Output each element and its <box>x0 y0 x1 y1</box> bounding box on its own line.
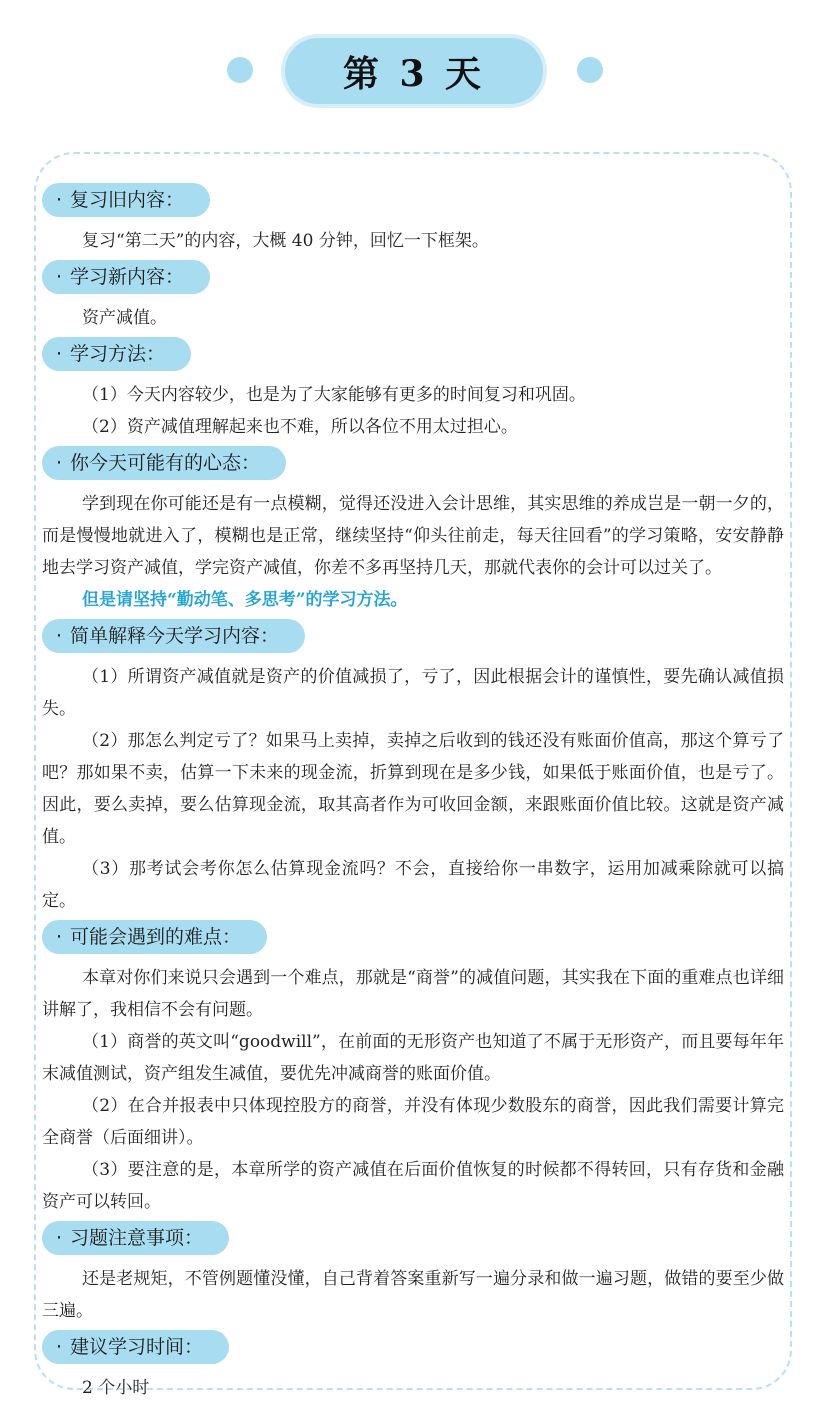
paragraph: 学到现在你可能还是有一点模糊，觉得还没进入会计思维，其实思维的养成岂是一朝一夕的，而是慢慢地就进入了，模糊也是正常，继续坚持“仰头往前走，每天往回看”的学习策略，安安静静地去学习资产减值，学完资产减值，你差不多再坚持几天，那就代表你的会计可以过关了。 <box>42 494 784 578</box>
section-study-method <box>42 334 790 443</box>
section-heading-text: 简单解释今天学习内容： <box>70 625 280 647</box>
section-heading-text: 习题注意事项： <box>70 1227 204 1249</box>
section-explanation <box>42 616 790 917</box>
paragraph: （3）要注意的是，本章所学的资产减值在后面价值恢复的时候都不得转回，只有存货和金融资产可以转回。 <box>42 1160 784 1212</box>
section-heading <box>42 260 210 294</box>
paragraph: 复习“第二天”的内容，大概 40 分钟，回忆一下框架。 <box>82 231 489 251</box>
paragraph: 本章对你们来说只会遇到一个难点，那就是“商誉”的减值问题，其实我在下面的重难点也详细讲解了，我相信不会有问题。 <box>42 968 784 1020</box>
paragraph: （3）那考试会考你怎么估算现金流吗？不会，直接给你一串数字，运用加减乘除就可以搞定。 <box>42 859 784 911</box>
section-heading <box>42 446 286 480</box>
paragraph: （1）商誉的英文叫“goodwill”，在前面的无形资产也知道了不属于无形资产，而且要每年年末减值测试，资产组发生减值，要优先冲减商誉的账面价值。 <box>42 1032 784 1084</box>
section-difficulties <box>42 917 790 1218</box>
paragraph: 还是老规矩，不管例题懂没懂，自己背着答案重新写一遍分录和做一遍习题，做错的要至少做三遍。 <box>42 1269 784 1321</box>
bullet-dot: · <box>56 1227 63 1249</box>
content-sections <box>42 180 790 1404</box>
paragraph: 资产减值。 <box>82 308 167 328</box>
highlight-text: 但是请坚持“勤动笔、多思考”的学习方法。 <box>82 590 408 610</box>
paragraph: 2 个小时 <box>82 1378 150 1398</box>
section-review-old <box>42 180 790 257</box>
section-heading <box>42 183 210 217</box>
section-heading <box>42 337 191 371</box>
paragraph: （2）资产减值理解起来也不难，所以各位不用太过担心。 <box>82 417 518 437</box>
section-heading <box>42 1330 229 1364</box>
bullet-dot: · <box>56 452 63 474</box>
section-heading-text: 学习方法： <box>70 343 166 365</box>
title-right-dot <box>577 57 603 83</box>
paragraph: （2）那怎么判定亏了？如果马上卖掉，卖掉之后收到的钱还没有账面价值高，那这个算亏了吧？那如果不卖，估算一下未来的现金流，折算到现在是多少钱，如果低于账面价值，也是亏了。因此，要么卖掉，要么估算现金流，取其高者作为可收回金额，来跟账面价值比较。这就是资产减值。 <box>42 731 784 847</box>
paragraph: （2）在合并报表中只体现控股方的商誉，并没有体现少数股东的商誉，因此我们需要计算完全商誉（后面细讲）。 <box>42 1096 784 1148</box>
section-heading-text: 可能会遇到的难点： <box>70 926 242 948</box>
section-heading <box>42 619 305 653</box>
bullet-dot: · <box>56 189 63 211</box>
paragraph: （1）今天内容较少，也是为了大家能够有更多的时间复习和巩固。 <box>82 385 586 405</box>
title-area <box>0 0 828 130</box>
bullet-dot: · <box>56 266 63 288</box>
bullet-dot: · <box>56 343 63 365</box>
section-heading <box>42 1221 229 1255</box>
section-heading-text: 学习新内容： <box>70 266 185 288</box>
section-heading <box>42 920 267 954</box>
bullet-dot: · <box>56 625 63 647</box>
title-left-dot <box>227 57 253 83</box>
section-heading-text: 建议学习时间： <box>70 1336 204 1358</box>
section-heading-text: 复习旧内容： <box>70 189 185 211</box>
section-study-time <box>42 1327 790 1404</box>
section-exercise-notes <box>42 1218 790 1327</box>
paragraph: （1）所谓资产减值就是资产的价值减损了，亏了，因此根据会计的谨慎性，要先确认减值损失。 <box>42 667 784 719</box>
bullet-dot: · <box>56 926 63 948</box>
section-heading-text: 你今天可能有的心态： <box>70 452 261 474</box>
bullet-dot: · <box>56 1336 63 1358</box>
page-title: 第 3 天 <box>285 38 543 104</box>
section-mindset <box>42 443 790 616</box>
section-learn-new <box>42 257 790 334</box>
